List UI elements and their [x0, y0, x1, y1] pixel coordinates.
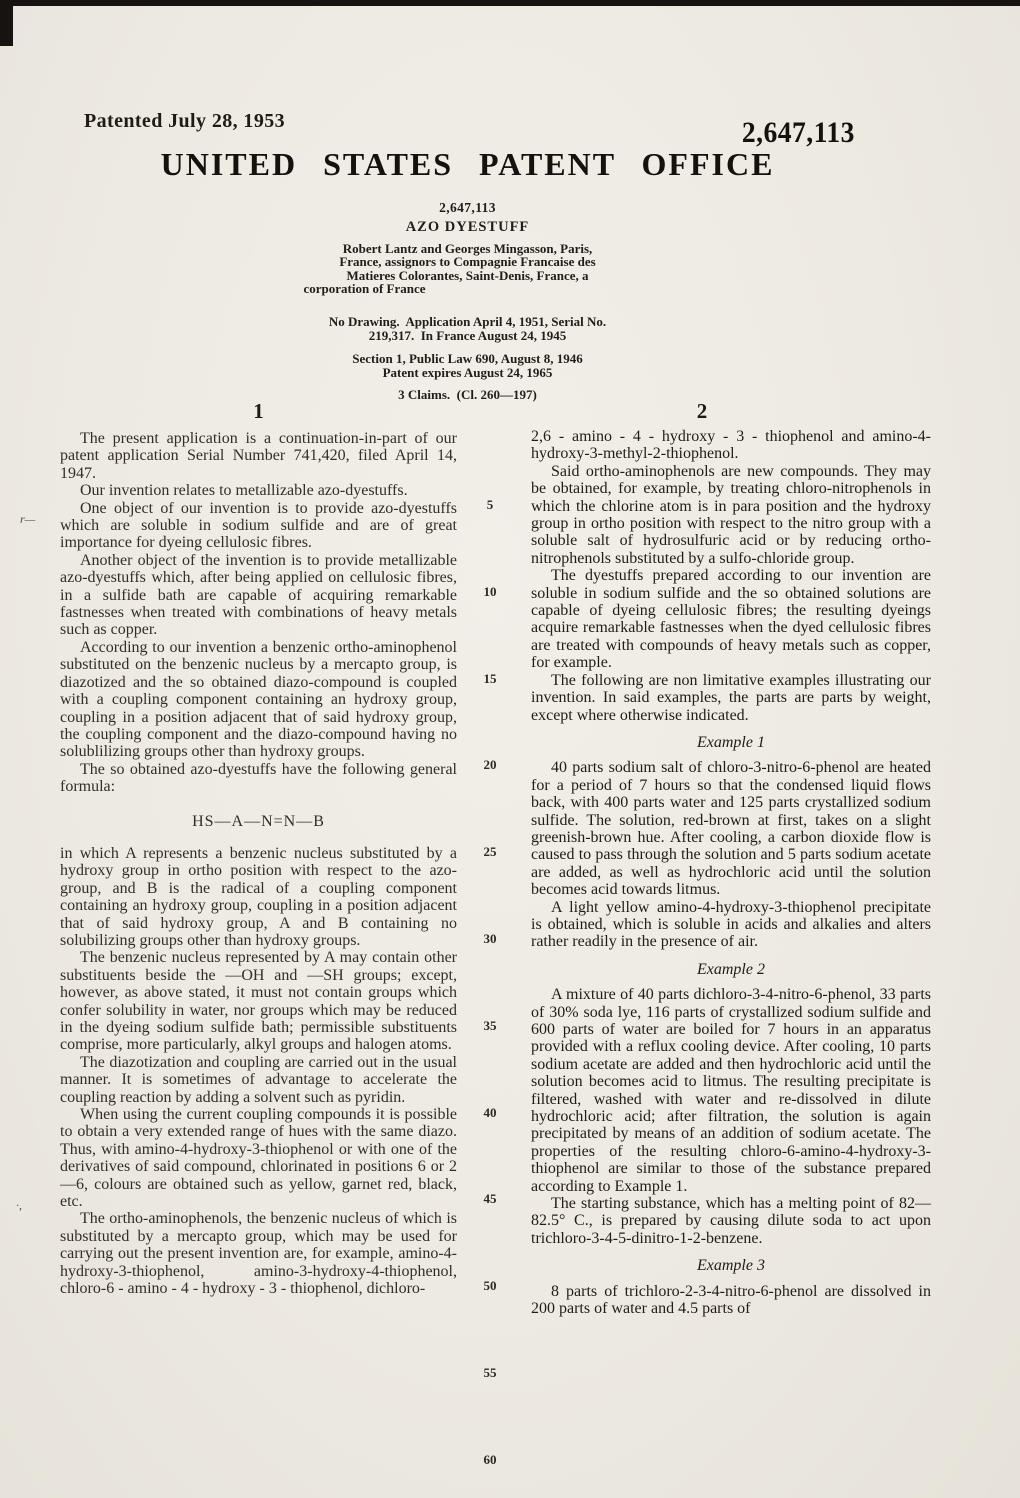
paragraph: The diazotization and coupling are carried out in the usual manner. It is sometimes of advantage to accelerate the coupling reaction by adding a solvent such as pyridin. [60, 1053, 457, 1106]
column-number-1: 1 [253, 399, 264, 423]
public-law-info [0, 352, 935, 379]
paragraph: 8 parts of trichloro-2-3-4-nitro-6-phenol are dissolved in 200 parts of water and 4.5 parts of [531, 1282, 931, 1318]
office-title: UNITED STATES PATENT OFFICE [160, 146, 775, 182]
line-number: 30 [483, 930, 497, 946]
paragraph: According to our invention a benzenic ortho-aminophenol substituted on the benzenic nucleus by a mercapto group, is diazotized and the so obtained diazo-compound is coupled with a coupling component containing an hydroxy group, coupling in a position adjacent that of said hydroxy group, the coupling component and the diazo-compound having no solublilizing groups other than hydroxy groups. [60, 638, 457, 761]
line-number: 50 [483, 1278, 497, 1294]
paragraph: The following are non limitative examples illustrating our invention. In said examples, the parts are parts by weight, except where otherwise indicated. [531, 671, 931, 724]
margin-mark: ·, [16, 1198, 22, 1212]
law-line: Section 1, Public Law 690, August 8, 1946 [352, 351, 583, 366]
application-line: 219,317. In France August 24, 1945 [368, 327, 567, 343]
paragraph: The starting substance, which has a melting point of 82—82.5° C., is prepared by causing dilute soda to act upon trichloro-3-4-5-dinitro-1-2-benzene. [531, 1195, 931, 1247]
paragraph: The dyestuffs prepared according to our invention are soluble in sodium sulfide and the so obtained solutions are capable of dyeing cellulosic fibres; the resulting dyeings acquire remarkable fastnesses when the dyed cellulosic fibres are treated with compounds of heavy metals such as copper, for example. [531, 567, 931, 672]
line-number: 55 [483, 1364, 497, 1380]
column-right [531, 428, 931, 1318]
chemical-formula: HS—A—N=N—B [192, 812, 325, 830]
patented-date: Patented July 28, 1953 [84, 110, 286, 132]
margin-mark: r— [20, 512, 36, 526]
example-heading-1: Example 1 [697, 733, 765, 751]
column-number-2: 2 [696, 399, 708, 423]
line-number: 20 [483, 757, 497, 773]
paragraph: 40 parts sodium salt of chloro-3-nitro-6-phenol are heated for a period of 7 hours so that the condensed liquid flows back, with 400 parts water and 125 parts crystallized sodium sulfide. The solution, red-brown at first, takes on a slight greenish-brown hue. After cooling, a carbon dioxide flow is caused to pass through the solution and 5 parts sodium acetate are added, as well as hydrochloric acid until the solution becomes acid towards litmus. [531, 759, 931, 899]
byline [0, 242, 935, 295]
invention-title: AZO DYESTUFF [405, 219, 530, 235]
paragraph: A light yellow amino-4-hydroxy-3-thiophenol precipitate is obtained, which is soluble in acids and alkalies and alters rather readily in the presence of air. [531, 898, 931, 951]
claims-line: 3 Claims. (Cl. 260—197) [398, 387, 537, 402]
line-number: 5 [486, 497, 494, 512]
paragraph: A mixture of 40 parts dichloro-3-4-nitro-6-phenol, 33 parts of 30% soda lye, 116 parts of crystallized sodium sulfide and 600 parts of water are boiled for 7 hours in an apparatus provided with a reflux cooling device. After cooling, 10 parts sodium acetate are added and then hydrochloric acid until the solution becomes acid to litmus. The resulting precipitate is filtered, washed with water and re-dissolved in dilute hydrochloric acid; after filtration, the solution is again precipitated by means of an addition of sodium acetate. The properties of the resulting chloro-6-amino-4-hydroxy-3-thiophenol are similar to those of the substance prepared according to Example 1. [531, 986, 931, 1195]
line-number: 10 [483, 583, 497, 599]
application-info [0, 315, 935, 342]
paragraph: Our invention relates to metallizable azo-dyestuffs. [80, 482, 408, 500]
paragraph: The so obtained azo-dyestuffs have the following general formula: [60, 760, 457, 796]
line-number: 60 [483, 1451, 497, 1467]
column-left [60, 430, 457, 1298]
patent-number-large: 2,647,113 [741, 116, 855, 149]
line-number: 45 [483, 1191, 497, 1207]
example-heading-2: Example 2 [697, 960, 765, 978]
byline-line: France, assignors to Compagnie Francaise des [339, 254, 596, 270]
paragraph: The present application is a continuation-in-part of our patent application Serial Number 741,420, filed April 14, 1947. [60, 430, 457, 482]
paragraph: One object of our invention is to provide azo-dyestuffs which are soluble in sodium sulfide and are of great importance for dyeing cellulosic fibres. [60, 499, 457, 552]
scan-edge-corner [0, 0, 13, 46]
paragraph: in which A represents a benzenic nucleus substituted by a hydroxy group in ortho position with respect to the azo-group, and B is the radical of a coupling component containing an hydroxy group, coupling in a position adjacent that of said hydroxy group, A and B containing no solubilizing groups other than hydroxy groups. [60, 844, 457, 949]
line-number: 40 [483, 1104, 497, 1120]
paragraph: The ortho-aminophenols, the benzenic nucleus of which is substituted by a mercapto group, which may be used for carrying out the present invention are, for example, amino-4-hydroxy-3-thiophenol, amino-3-hydroxy-4-thiophenol, chloro-6 - amino - 4 - hydroxy - 3 - thiophenol, dichloro- [60, 1210, 457, 1298]
line-number: 15 [483, 670, 497, 686]
byline-line: corporation of France [303, 280, 426, 296]
application-line: No Drawing. Application April 4, 1951, Serial No. [328, 314, 607, 329]
patent-number-small: 2,647,113 [439, 200, 496, 215]
byline-line: Matieres Colorantes, Saint-Denis, France, a [346, 267, 589, 283]
law-line: Patent expires August 24, 1965 [382, 364, 553, 380]
paragraph: When using the current coupling compounds it is possible to obtain a very extended range of hues with the same diazo. Thus, with amino-4-hydroxy-3-thiophenol or with one of the derivatives of said compound, chlorinated in positions 6 or 2—6, colours are obtained such as yellow, garnet red, black, etc. [60, 1106, 457, 1211]
paragraph: Another object of the invention is to provide metallizable azo-dyestuffs which, after being applied on cellulosic fibres, in a sulfide bath are capable of acquiring remarkable fastnesses when treated with combinations of heavy metals such as copper. [60, 551, 457, 639]
scan-edge-top [0, 0, 1020, 6]
paragraph: The benzenic nucleus represented by A may contain other substituents beside the —OH and —SH groups; except, however, as above stated, it must not contain groups which confer solubility in water, nor groups which may be reduced in the dyeing sodium sulfide bath; permissible substituents comprise, more particularly, alkyl groups and halogen atoms. [60, 949, 457, 1054]
byline-line: Robert Lantz and Georges Mingasson, Paris, [342, 241, 593, 256]
line-number: 35 [483, 1017, 497, 1033]
line-number-gutter [468, 497, 512, 1498]
line-number: 25 [483, 844, 497, 860]
paragraph: 2,6 - amino - 4 - hydroxy - 3 - thiophenol and amino-4-hydroxy-3-methyl-2-thiophenol. [531, 428, 931, 463]
example-heading-3: Example 3 [697, 1257, 765, 1275]
paragraph: Said ortho-aminophenols are new compounds. They may be obtained, for example, by treating chloro-nitrophenols in which the chlorine atom is in para position and the hydroxy group in ortho position with respect to the nitro group with a soluble salt of hydrosulfuric acid or by reducing ortho-nitrophenols substituted by a sulfo-chloride group. [531, 462, 931, 567]
